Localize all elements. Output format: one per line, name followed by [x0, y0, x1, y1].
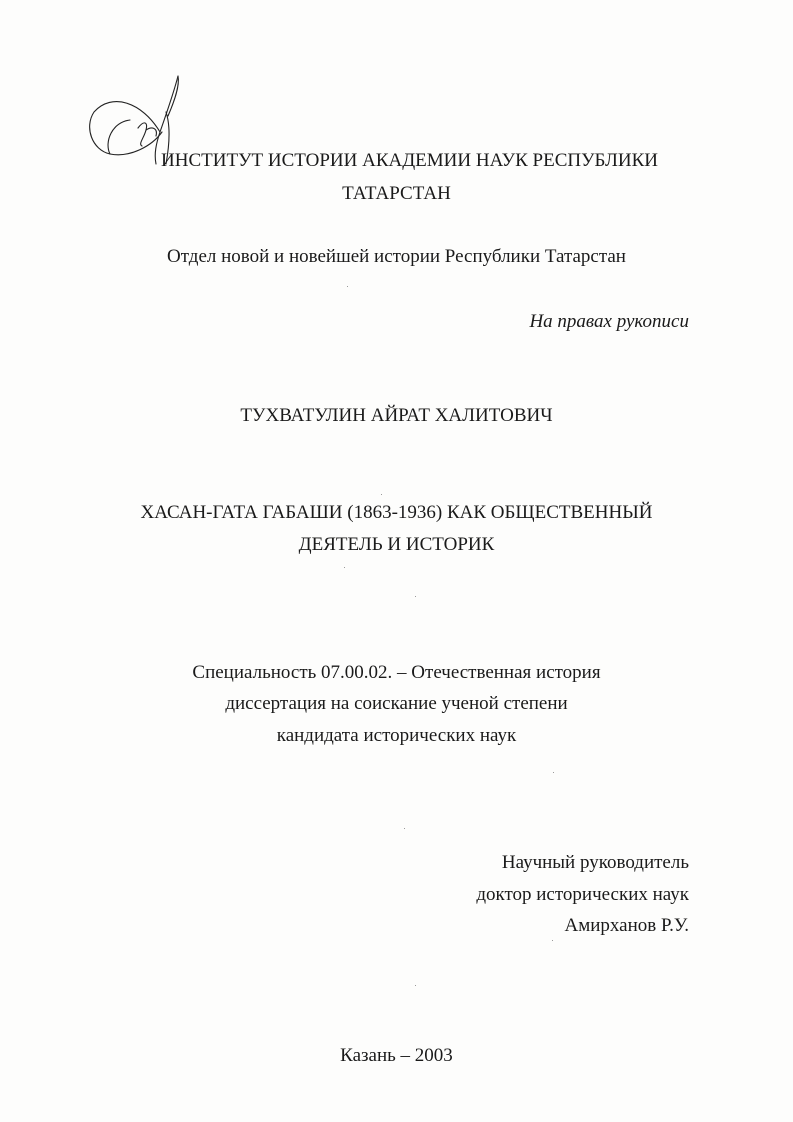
- supervisor-degree: доктор исторических наук: [476, 884, 689, 905]
- thesis-title-line-2: ДЕЯТЕЛЬ И ИСТОРИК: [298, 534, 495, 555]
- specialty-line: Специальность 07.00.02. – Отечественная история: [192, 662, 601, 683]
- thesis-title-line-1: ХАСАН-ГАТА ГАБАШИ (1863-1936) КАК ОБЩЕСТВЕННЫЙ: [140, 502, 653, 523]
- manuscript-note: На правах рукописи: [529, 311, 689, 332]
- degree-field-line: кандидата исторических наук: [276, 725, 517, 746]
- author-name: ТУХВАТУЛИН АЙРАТ ХАЛИТОВИЧ: [240, 405, 553, 426]
- supervisor-name: Амирханов Р.У.: [564, 915, 689, 936]
- institute-line-1: ИНСТИТУТ ИСТОРИИ АКАДЕМИИ НАУК РЕСПУБЛИКИ: [161, 150, 658, 171]
- scan-speck: [344, 567, 345, 568]
- degree-sought-line: диссертация на соискание ученой степени: [225, 693, 568, 714]
- scan-speck: [381, 494, 382, 495]
- scan-speck: [404, 828, 405, 829]
- place-and-year: Казань – 2003: [340, 1045, 453, 1066]
- scan-speck: [553, 772, 554, 773]
- scan-speck: [415, 985, 416, 986]
- scan-speck: [415, 596, 416, 597]
- department-line: Отдел новой и новейшей истории Республики Татарстан: [167, 246, 626, 267]
- institute-line-2: ТАТАРСТАН: [342, 183, 451, 204]
- scan-speck: [347, 286, 348, 287]
- scan-speck: [552, 940, 553, 941]
- supervisor-role: Научный руководитель: [501, 852, 689, 873]
